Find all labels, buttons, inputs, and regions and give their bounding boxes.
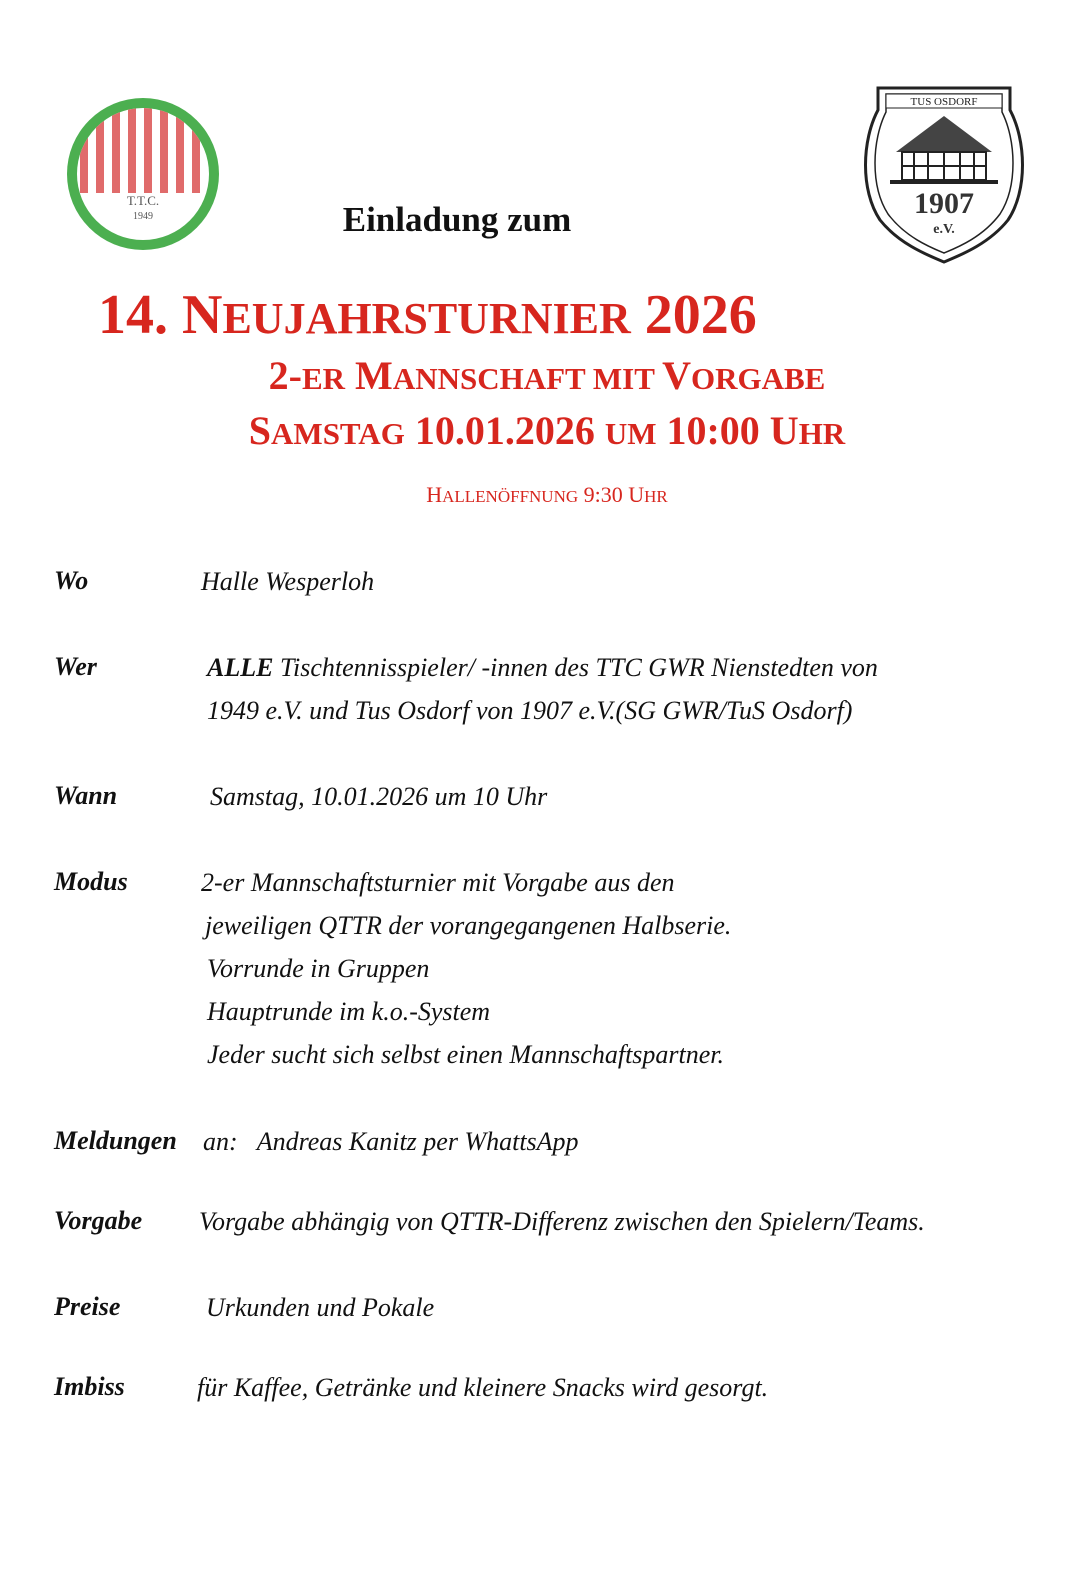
mode-initial-v: V [662,353,691,398]
date-uhr: HR [798,416,846,451]
headline-number: 14. [98,284,182,346]
wer-line1-rest: Tischtennisspieler/ -innen des TTC GWR Nienstedten von [273,653,878,682]
mode-mannschaft: ANNSCHAFT [392,361,586,396]
date-initial-s: S [248,408,272,453]
date-um: UM [604,416,657,451]
date-time: 10:00 [656,408,770,453]
tournament-headline [98,283,757,351]
imbiss-label: Imbiss [54,1372,125,1401]
vorgabe-value: Vorgabe abhängig von QTTR-Differenz zwischen den Spielern/Teams. [199,1207,925,1236]
note-time: 9:30 [578,482,629,507]
mode-vorgabe: ORGABE [691,361,826,396]
modus-line: Hauptrunde im k.o.-System [207,997,491,1026]
note-hallenoeffnung: ALLENÖFFNUNG [442,487,579,506]
tus-logo-year: 1907 [914,187,974,220]
modus-line: Vorrunde in Gruppen [207,954,430,983]
date-weekday: AMSTAG [271,416,405,451]
wer-label: Wer [54,652,97,681]
wann-value: Samstag, 10.01.2026 um 10 Uhr [210,782,548,811]
wer-value-line1 [207,646,878,689]
date-initial-u: U [769,408,799,453]
mode-prefix: 2- [268,353,302,398]
hall-opening-note [0,482,1080,508]
wer-alle: ALLE [207,653,274,682]
meldungen-value: an: Andreas Kanitz per WhattsApp [203,1127,579,1156]
note-initial-u: U [628,482,645,507]
headline-initial: N [182,284,223,346]
ttc-logo-text: T.T.C. [126,193,160,208]
note-initial-h: H [426,482,443,507]
tournament-mode-line [0,352,1080,403]
wo-label: Wo [54,566,89,595]
invitation-intro: Einladung zum [342,200,572,239]
modus-line: 2-er Mannschaftsturnier mit Vorgabe aus den [201,868,675,897]
date-value: 10.01.2026 [404,408,605,453]
vorgabe-label: Vorgabe [54,1206,143,1235]
ttc-logo-year: 1949 [133,211,153,222]
wo-value: Halle Wesperloh [201,567,375,596]
mode-mit: MIT [585,361,663,396]
mode-er: ER [301,361,346,396]
wer-value-line2: 1949 e.V. und Tus Osdorf von 1907 e.V.(SG GWR/TuS Osdorf) [207,696,853,725]
imbiss-value: für Kaffee, Getränke und kleinere Snacks wird gesorgt. [197,1373,769,1402]
meldungen-label: Meldungen [54,1126,177,1155]
note-uhr: HR [644,487,668,506]
tus-logo-suffix: e.V. [933,222,955,237]
modus-line: Jeder sucht sich selbst einen Mannschaftspartner. [207,1040,725,1069]
headline-year: 2026 [630,284,757,346]
tus-logo-top-text: TUS OSDORF [910,96,978,108]
headline-smallcaps: EUJAHRSTURNIER [222,294,631,343]
wann-label: Wann [54,781,118,810]
tournament-date-line [0,407,1080,458]
modus-label: Modus [54,867,128,896]
modus-line: jeweiligen QTTR der vorangegangenen Halbserie. [205,911,732,940]
mode-space [345,353,355,398]
preise-label: Preise [54,1292,121,1321]
preise-value: Urkunden und Pokale [206,1293,435,1322]
mode-initial-m: M [355,353,393,398]
